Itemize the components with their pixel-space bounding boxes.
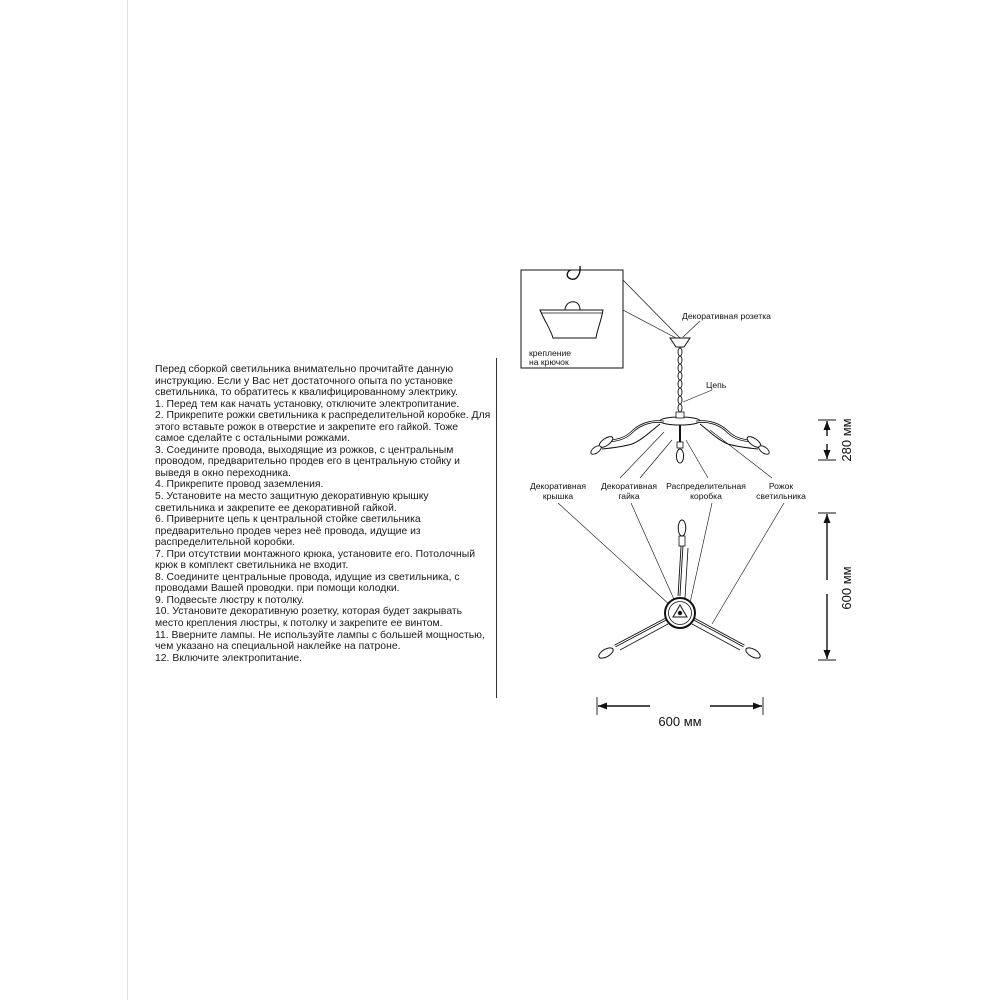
instruction-line: Перед сборкой светильника внимательно прочитайте данную xyxy=(155,364,454,375)
instruction-line: 2. Прикрепите рожки светильника к распределительной коробке. Для xyxy=(155,410,491,422)
bulb-icon xyxy=(678,520,686,536)
ceiling-rosette xyxy=(670,338,690,347)
label-decorative-cover-line-2: крышка xyxy=(542,491,574,501)
instruction-line: чем указано на специальной наклейке на патроне. xyxy=(155,641,401,653)
label-decorative-nut-line-1: Декоративная xyxy=(600,481,658,491)
inset-caption-line-2: на крючок xyxy=(529,357,569,367)
instruction-line: предварительно продев через неё провода, идущие из xyxy=(155,525,421,537)
label-lamp-arm-line-1: Рожок xyxy=(768,481,794,491)
instruction-line: 9. Подвесьте люстру к потолку. xyxy=(155,594,305,606)
bulb-icon xyxy=(589,444,602,456)
instruction-line: этого вставьте рожок в отверстие и закрепите его гайкой. Тоже xyxy=(155,421,459,433)
instruction-line: 12. Включите электропитание. xyxy=(155,652,303,664)
inset-caption-line-1: крепление xyxy=(529,348,572,358)
bulb-icon xyxy=(744,646,762,661)
dimension-width-600-label: 600 мм xyxy=(658,714,702,729)
instruction-line: проводами Вашей проводки. при помощи колодки. xyxy=(155,583,400,595)
instruction-line: 6. Приверните цепь к центральной стойке светильника xyxy=(155,514,421,526)
instruction-line: 10. Установите декоративную розетку, которая будет закрывать xyxy=(155,606,463,618)
chandelier-plan-view xyxy=(597,520,762,660)
instruction-line: место крепления люстры, к потолку и закрепите ее винтом. xyxy=(155,618,443,630)
instruction-line: 3. Соедините провода, выходящие из рожков, с центральным xyxy=(155,444,454,456)
bulb-icon xyxy=(597,646,615,661)
dimension-height-plan xyxy=(818,513,854,660)
dimension-width-plan xyxy=(597,697,763,729)
instruction-line: инструкцию. Если у Вас нет достаточного опыта по установке xyxy=(155,375,453,387)
instruction-line: 8. Соедините центральные провода, идущие из светильника, с xyxy=(155,571,460,583)
bulb-icon xyxy=(757,444,770,456)
instruction-line: светильника и закрепите ее декоративной гайкой. xyxy=(155,502,397,514)
dimension-height-280-label: 280 мм xyxy=(839,418,854,462)
dimension-height-600-label: 600 мм xyxy=(839,566,854,610)
label-distribution-box-line-2: коробка xyxy=(690,491,722,501)
label-chain: Цепь xyxy=(706,380,727,390)
instruction-line: проводом, предварительно продев его в центральную стойку и xyxy=(155,456,460,468)
instruction-line: 7. При отсутствии монтажного крюка, установите его. Потолочный xyxy=(155,548,476,560)
instruction-line: распределительной коробки. xyxy=(155,537,296,549)
instruction-line: 4. Прикрепите провод заземления. xyxy=(155,479,324,491)
hook-mount-inset xyxy=(521,266,623,368)
instruction-line: светильника, то обратитесь к квалифицированному электрику. xyxy=(155,387,458,399)
instruction-line: 5. Установите на место защитную декоративную крышку xyxy=(155,491,429,503)
bulb-icon xyxy=(676,449,683,463)
instruction-line: 1. Перед тем как начать установку, отключите электропитание. xyxy=(155,398,460,410)
instruction-line: выведя в окно переходника. xyxy=(155,467,292,479)
label-distribution-box-line-1: Распределительная xyxy=(666,481,746,491)
dimension-height-elevation xyxy=(818,418,854,461)
label-decorative-cover-line-1: Декоративная xyxy=(529,481,587,491)
label-decorative-nut-line-2: гайка xyxy=(618,491,640,501)
label-lamp-arm-line-2: светильника xyxy=(756,491,806,501)
instruction-line: 11. Вверните лампы. Не используйте лампы с большей мощностью, xyxy=(155,629,485,641)
chain xyxy=(678,348,682,412)
instruction-line: крюк в комплект светильника не входит. xyxy=(155,560,349,572)
label-decorative-rosette: Декоративная розетка xyxy=(682,311,771,321)
instruction-line: самое сделайте с остальными рожками. xyxy=(155,433,350,445)
